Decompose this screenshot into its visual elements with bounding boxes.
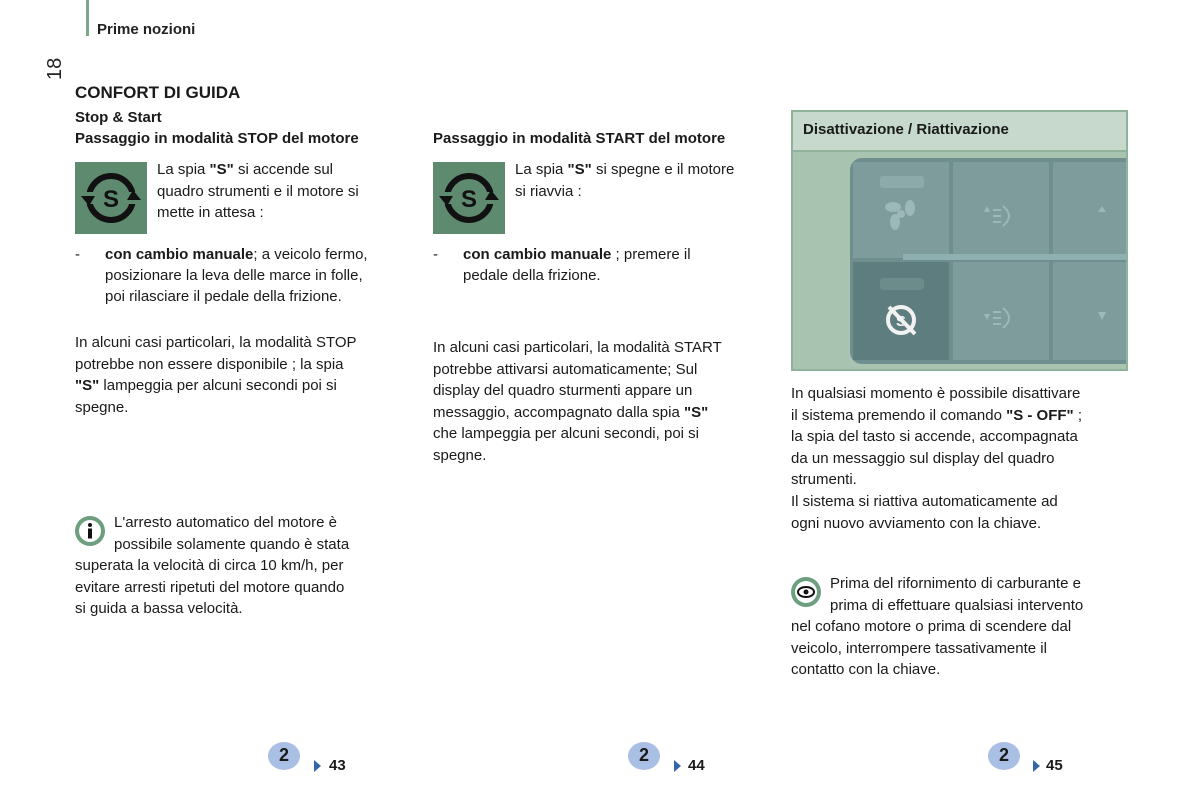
switch-panel-image <box>793 150 1126 369</box>
stop-start-icon <box>433 162 505 234</box>
arrow-right-icon <box>674 760 681 772</box>
col1-bullet: - con cambio manuale; a veicolo fermo, posizionare la leva delle marce in folle, poi rilasciare il pedale della frizione. <box>75 246 368 305</box>
panel-header <box>793 112 1126 152</box>
section-title: CONFORT DI GUIDA <box>75 83 241 102</box>
svg-text:S: S <box>895 313 907 330</box>
page-number: 18 <box>44 57 66 80</box>
col3-paragraph-1: In qualsiasi momento è possibile disattivare il sistema premendo il comando "S - OFF" ; la spia del tasto si accende, accompagnata da un messaggio sul display del quadro strumenti. <box>791 385 1083 488</box>
chapter-badge[interactable]: 2 <box>628 742 660 770</box>
col2-heading: Passaggio in modalità START del motore <box>433 130 726 147</box>
col3-paragraph-2: Il sistema si riattiva automaticamente ad ogni nuovo avviamento con la chiave. <box>791 493 1058 532</box>
svg-text:S: S <box>460 186 478 213</box>
chapter-badge[interactable]: 2 <box>988 742 1020 770</box>
svg-text:S: S <box>102 186 120 213</box>
col1-note: L'arresto automatico del motore è possibile solamente quando è stata superata la velocità di circa 10 km/h, per evitare arresti ripetuti del motore quando si guida a bassa velocità. <box>75 514 350 617</box>
chapter-title: Prime nozioni <box>97 21 196 38</box>
page-link[interactable]: 45 <box>1046 757 1063 774</box>
col1-heading: Passaggio in modalità STOP del motore <box>75 130 359 147</box>
col2-icon-text: La spia "S" si spegne e il motore si riavvia : <box>515 161 735 200</box>
chapter-bar <box>86 0 89 36</box>
page-link[interactable]: 43 <box>329 757 346 774</box>
col1-icon-text: La spia "S" si accende sul quadro strumenti e il motore si mette in attesa : <box>157 161 359 221</box>
col2-bullet: - con cambio manuale ; premere il pedale della frizione. <box>433 246 691 284</box>
col3-note: Prima del rifornimento di carburante e prima di effettuare qualsiasi intervento nel cofano motore o prima di scendere dal veicolo, interrompere tassativamente il contatto con la chiave. <box>791 575 1084 678</box>
col2-paragraph: In alcuni casi particolari, la modalità START potrebbe attivarsi automaticamente; Sul display del quadro sturmenti appare un messaggio, accompagnato dalla spia "S" che lampeggia per alcuni secondi, poi si spegne. <box>433 339 722 464</box>
control-panel-illustration <box>791 110 1128 371</box>
page-link[interactable]: 44 <box>688 757 705 774</box>
stop-start-icon <box>75 162 147 234</box>
arrow-right-icon <box>1033 760 1040 772</box>
chapter-badge[interactable]: 2 <box>268 742 300 770</box>
arrow-right-icon <box>314 760 321 772</box>
section-subtitle: Stop & Start <box>75 109 162 126</box>
col1-paragraph: In alcuni casi particolari, la modalità STOP potrebbe non essere disponibile ; la spia "S" lampeggia per alcuni secondi poi si spegne. <box>75 334 357 416</box>
panel-title: Disattivazione / Riattivazione <box>803 121 1009 138</box>
